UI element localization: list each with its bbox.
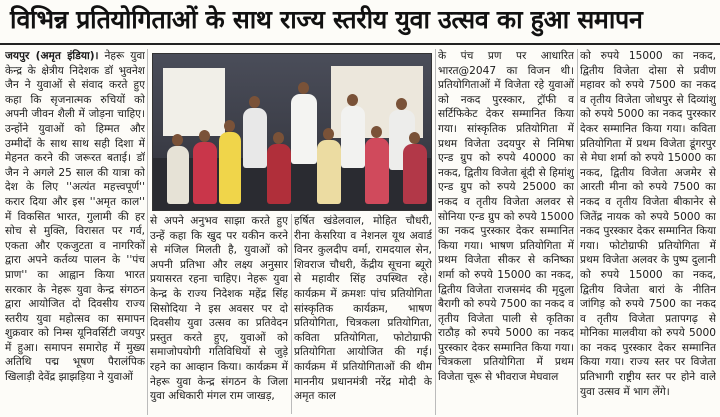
article-column-1 [5,49,145,415]
dateline: जयपुर (अमृत इंडिया)। [5,50,99,62]
photo-person-head [249,96,260,108]
headline-rule [0,43,720,45]
column-2b-body: हर्षित खंडेलवाल, मोहित चौधरी, रीना केसरिया व नेशनल यूथ अवार्ड विनर कुलदीप वर्मा, रामदयाल सेन, शिवराज चौधरी, केंद्रीय सूचना ब्यूरो से महावीर सिंह उपस्थित रहे। कार्यक्रम में क्रमशः पांच प्रतियोगिता सांस्कृतिक कार्यक्रम, भाषण प्रतियोगिता, चित्रकला प्रतियोगिता, कविता प्रतियोगिता, फोटोग्राफी प्रतियोगिता आयोजित की गई। कार्यक्रम में प्रतियोगिताओं की थीम माननीय प्रधानमंत्री नरेंद्र मोदी के अमृत काल [294,215,432,403]
photo-person [193,142,217,204]
photo-person [317,140,341,204]
photo-person-head [347,94,358,106]
article-column-2b [294,214,432,414]
photo-person-head [298,82,309,94]
column-1-text [5,49,145,385]
photo-person [403,144,427,204]
photo-person-head [396,98,407,110]
photo-person [243,108,267,168]
column-divider [577,49,578,415]
column-divider [291,214,292,414]
photo-person-head [371,126,382,138]
column-divider [435,49,436,415]
headline: विभिन्न प्रतियोगिताओं के साथ राज्य स्तरीय युवा उत्सव का हुआ समापन [10,5,643,34]
photo-person-head [273,132,284,144]
article-column-3 [438,49,574,415]
photo-person-head [199,130,210,142]
photo-person-head [172,134,183,146]
photo-person [267,144,291,204]
column-2a-body: से अपने अनुभव साझा करते हुए उन्हें कहा कि खुद पर यकीन करने से मंजिल मिलती है, युवाओं को अपनी प्रतिभा और लक्ष्य अनुसार प्रयासरत रहना चाहिए। नेहरू युवा केन्द्र के राज्य निदेशक महेंद्र सिंह सिसोदिया ने इस अवसर पर दो दिवसीय युवा उत्सव का प्रतिवेदन प्रस्तुत करते हुए, युवाओं को समाजोपयोगी गतिविधियों से जुड़े रहने का आव्हान किया। कार्यक्रम में नेहरू युवा केन्द्र संगठन के जिला युवा अधिकारी मंगल राम जाखड़, [150,215,288,403]
photo-banner-left [163,68,225,136]
event-photo [152,53,432,211]
photo-person [365,138,389,204]
column-divider [147,49,148,415]
column-3-body: के पंच प्रण पर आधारित भारत@2047 का विजन थी। प्रतियोगिताओं में विजेता रहे युवाओं को नकद पुरस्कार, ट्रॉफी व सर्टिफिकेट देकर सम्मानित किया गया। सांस्कृतिक प्रतियोगिता में प्रथम विजेता उदयपुर से निमिषा एन्ड ग्रुप को रुपये 40000 का नकद, द्वितीय विजेता बूंदी से हिमांशु एन्ड ग्रुप को रुपये 25000 का नकद व तृतीय विजेता अलवर से सोनिया एन्ड ग्रुप को रुपये 15000 का नकद पुरस्कार देकर सम्मानित किया गया। भाषण प्रतियोगिता में प्रथम विजेता सीकर से कनिष्का शर्मा को रुपये 15000 का नकद, द्वितीय विजेता राजसमंद की मृदुला बैरागी को रुपये 7500 का नकद व तृतीय विजेता पाली से कृतिका राठौड़ को रुपये 5000 का नकद पुरस्कार देकर सम्मानित किया गया। चित्रकला प्रतियोगिता में प्रथम विजेता चूरू से भीवराज मेघवाल [438,50,574,384]
photo-person [167,146,189,204]
photo-person-head [409,132,420,144]
column-4-body: को रुपये 15000 का नकद, द्वितीय विजेता दोसा से प्रवीण महावर को रुपये 7500 का नकद व तृतीय विजेता जोधपुर से दिव्यांशु को रुपये 5000 का नकद पुरस्कार देकर सम्मानित किया गया। कविता प्रतियोगिता में प्रथम विजेता डूंगरपुर से मेघा शर्मा को रुपये 15000 का नकद, द्वितीय विजेता अजमेर से आरती मीना को रुपये 7500 का नकद व तृतीय विजेता बीकानेर से जितेंद्र नायक को रुपये 5000 का नकद पुरस्कार देकर सम्मानित किया गया। फोटोग्राफी प्रतियोगिता में प्रथम विजेता अलवर के पुष्प दुलानी को रुपये 15000 का नकद, द्वितीय विजेता बारां के नीतिन जांगिड़ को रुपये 7500 का नकद व तृतीय विजेता प्रतापगढ़ से मोनिका मालवीया को रुपये 5000 का नकद पुरस्कार देकर सम्मानित किया गया। राज्य स्तर पर विजेता प्रतिभागी राष्ट्रीय स्तर पर होने वाले युवा उत्सव में भाग लेंगे। [580,50,716,398]
column-1-body: नेहरू युवा केन्द्र के क्षेत्रीय निदेशक डॉ भुवनेश जैन ने युवाओं से संवाद करते हुए कहा कि सृजनात्मक रुचियों को अपनी जीवन शैली में जोड़ना चाहिए। उन्होंने युवाओं को हिम्मत और उम्मीदों के साथ साथ सही दिशा में मेहनत करने की जरूरत बताई। डॉ जैन ने अगले 25 साल की यात्रा को देश के लिए ''अत्यंत महत्त्वपूर्ण'' करार दिया और इस ''अमृत काल'' में विकसित भारत, गुलामी की हर सोच से मुक्ति, विरासत पर गर्व, एकता और एकजुटता व नागरिकों द्वारा अपने कर्तव्य पालन के ''पंच प्राण'' का आह्वान किया भारत सरकार के नेहरू युवा केन्द्र संगठन द्वारा आयोजित दो दिवसीय राज्य स्तरीय युवा महोत्सव का समापन शुक्रवार को निम्स यूनिवर्सिटी जयपुर में हुआ। समापन समारोह में मुख्य अतिथि पद्म भूषण पैरालंपिक खिलाड़ी देवेंद्र झाझड़िया ने युवाओं [5,50,145,384]
photo-person [219,132,241,204]
photo-person [291,94,317,164]
article-column-2a [150,214,288,414]
article-column-4 [580,49,716,415]
photo-person-head [323,128,334,140]
photo-person-head [224,120,235,132]
photo-person [341,106,365,168]
